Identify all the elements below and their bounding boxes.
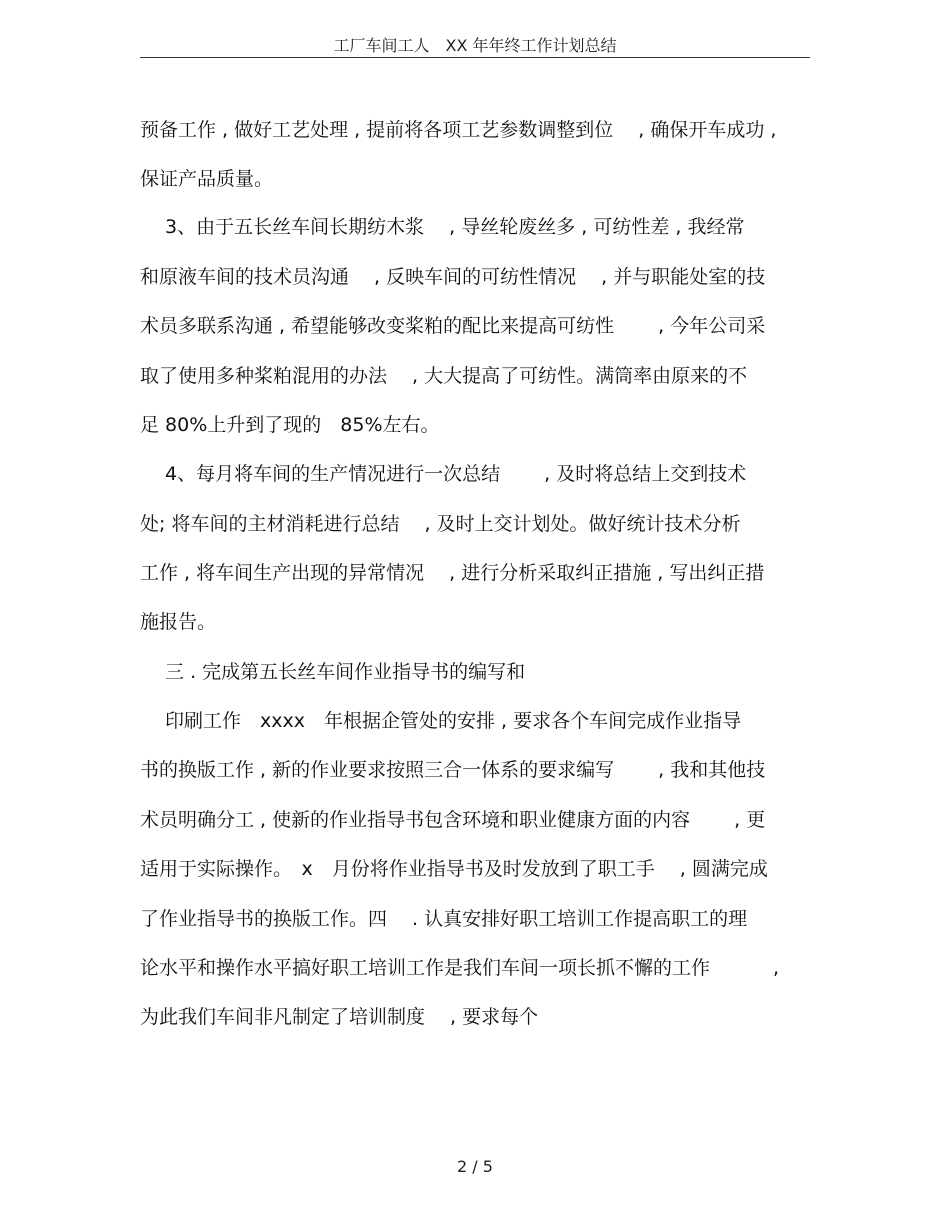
body-text-line: 保证产品质量。 [140, 168, 274, 190]
body-text-line: 和原液车间的技术员沟通 , 反映车间的可纺性情况 , 并与职能处室的技 [140, 266, 766, 288]
page-header-title: 工厂车间工人 XX 年年终工作计划总结 [333, 36, 617, 55]
body-text-line: 适用于实际操作。 x 月份将作业指导书及时发放到了职工手 , 圆满完成 [140, 858, 768, 880]
body-text-line: 处; 将车间的主材消耗进行总结 , 及时上交计划处。做好统计技术分析 [140, 513, 741, 535]
body-text-line: 足 80%上升到了现的 85%左右。 [140, 414, 440, 436]
body-text-line: 术员明确分工 , 使新的作业指导书包含环境和职业健康方面的内容 , 更 [140, 809, 766, 831]
header-divider [140, 57, 810, 58]
body-text-line: 印刷工作 xxxx 年根据企管处的安排 , 要求各个车间完成作业指导 [140, 710, 742, 732]
body-text-line: 4、每月将车间的生产情况进行一次总结 , 及时将总结上交到技术 [140, 463, 747, 485]
section-heading-line: 三 . 完成第五长丝车间作业指导书的编写和 [140, 661, 526, 683]
body-text-line: 论水平和操作水平搞好职工培训工作是我们车间一项长抓不懈的工作 , [140, 957, 780, 979]
body-text-line: 术员多联系沟通 , 希望能够改变桨粕的配比来提高可纺性 , 今年公司采 [140, 315, 766, 337]
body-text-line: 取了使用多种桨粕混用的办法 , 大大提高了可纺性。满筒率由原来的不 [140, 365, 748, 387]
body-text-line: 工作 , 将车间生产出现的异常情况 , 进行分析采取纠正措施 , 写出纠正措 [140, 562, 765, 584]
body-text-line: 施报告。 [140, 611, 217, 633]
page-number: 2 / 5 [457, 1157, 493, 1176]
body-text-line: 为此我们车间非凡制定了培训制度 , 要求每个 [140, 1006, 539, 1028]
body-text-line: 预备工作 , 做好工艺处理 , 提前将各项工艺参数调整到位 , 确保开车成功 , [140, 119, 777, 141]
body-text-line: 书的换版工作 , 新的作业要求按照三合一体系的要求编写 , 我和其他技 [140, 759, 766, 781]
body-text-line: 了作业指导书的换版工作。四 . 认真安排好职工培训工作提高职工的理 [140, 908, 748, 930]
body-text-line: 3、由于五长丝车间长期纺木浆 , 导丝轮废丝多 , 可纺性差 , 我经常 [140, 216, 745, 238]
